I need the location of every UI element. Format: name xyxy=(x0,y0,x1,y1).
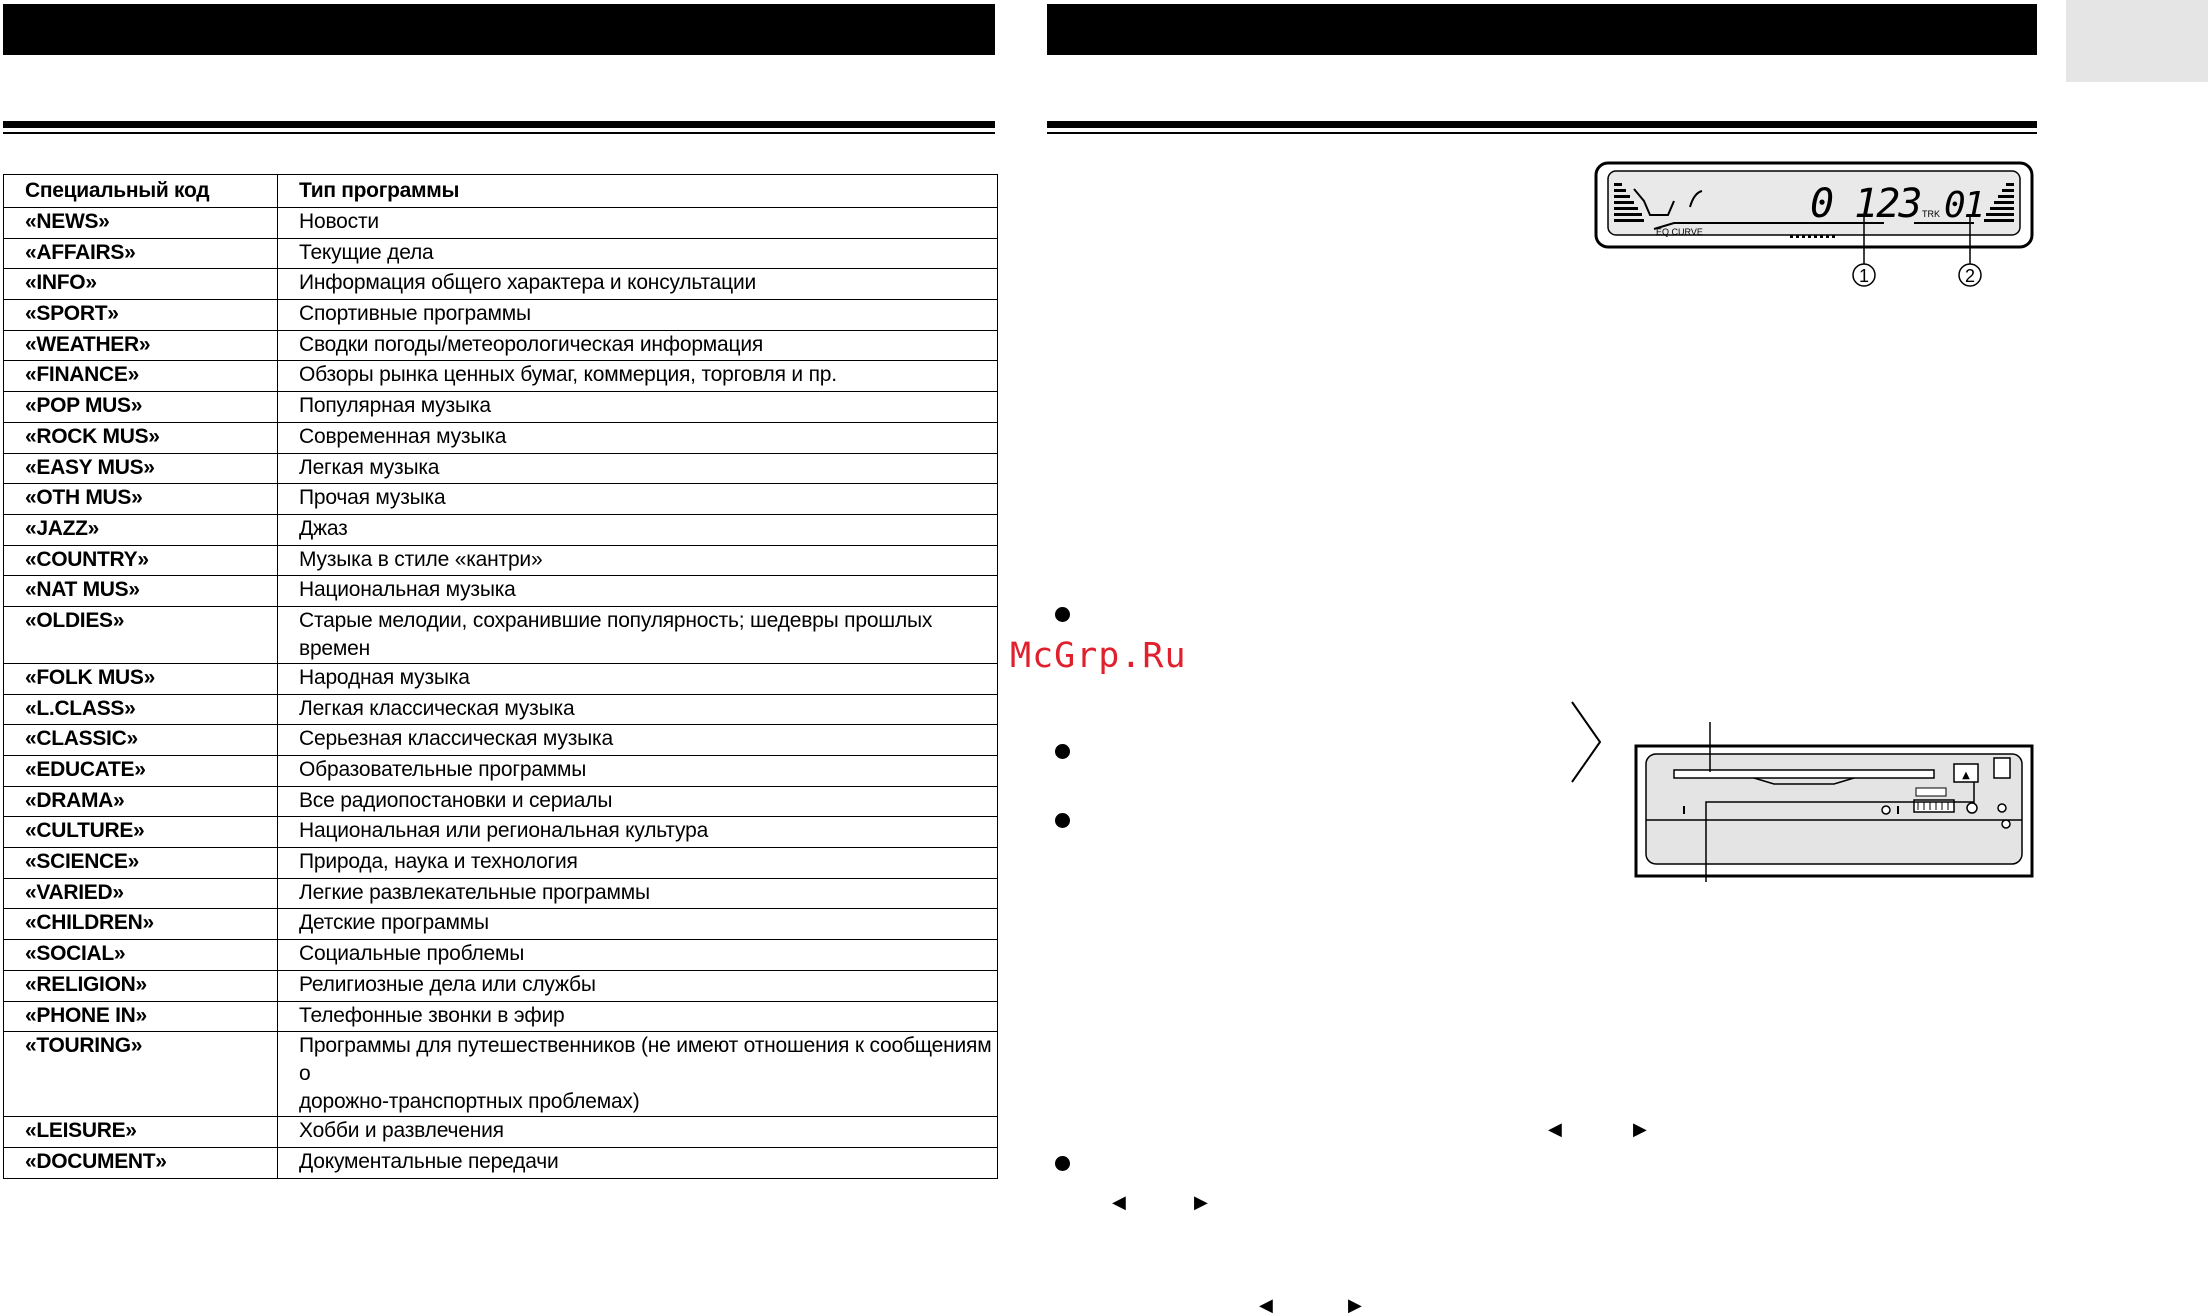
table-row xyxy=(4,392,998,423)
bullet-2 xyxy=(1055,744,1070,759)
pty-type-line: дорожно-транспортных проблемах) xyxy=(299,1090,640,1114)
pty-code: «EASY MUS» xyxy=(4,453,278,484)
table-row xyxy=(4,484,998,515)
pty-type: Прочая музыка xyxy=(278,484,998,515)
right-arrow-icon: ▶ xyxy=(1194,1192,1208,1212)
pty-type-line: Программы для путешественников (не имеют отношения к сообщениям о xyxy=(299,1034,992,1086)
pty-code: «EDUCATE» xyxy=(4,756,278,787)
pty-code: «FINANCE» xyxy=(4,361,278,392)
pty-code: «L.CLASS» xyxy=(4,694,278,725)
pty-type: Легкие развлекательные программы xyxy=(278,878,998,909)
pty-type: Легкая музыка xyxy=(278,453,998,484)
pty-type: Современная музыка xyxy=(278,422,998,453)
pty-type: Серьезная классическая музыка xyxy=(278,725,998,756)
pty-code: «LEISURE» xyxy=(4,1117,278,1148)
pty-code: «VARIED» xyxy=(4,878,278,909)
pty-code: «COUNTRY» xyxy=(4,545,278,576)
table-row xyxy=(4,453,998,484)
pty-code: «SCIENCE» xyxy=(4,848,278,879)
bullet-1 xyxy=(1055,607,1070,622)
table-row xyxy=(4,663,998,694)
pty-code: «SOCIAL» xyxy=(4,940,278,971)
head-unit-illustration xyxy=(1634,722,2034,882)
right-header-bar xyxy=(1047,4,2037,55)
pty-type: Народная музыка xyxy=(278,663,998,694)
side-tab xyxy=(2066,0,2208,82)
eject-icon: ▲ xyxy=(1962,770,1970,781)
pty-code: «NEWS» xyxy=(4,208,278,239)
pty-type: Информация общего характера и консультации xyxy=(278,269,998,300)
pty-code-table xyxy=(3,174,998,1179)
pty-type: Природа, наука и технология xyxy=(278,848,998,879)
callout-1-number: 1 xyxy=(1858,266,1870,286)
table-row xyxy=(4,725,998,756)
table-row xyxy=(4,269,998,300)
pty-code: «FOLK MUS» xyxy=(4,663,278,694)
pty-type: Хобби и развлечения xyxy=(278,1117,998,1148)
table-row xyxy=(4,238,998,269)
bullet-4 xyxy=(1055,1156,1070,1171)
right-section-rule-thin xyxy=(1047,132,2037,134)
pty-code: «AFFAIRS» xyxy=(4,238,278,269)
pty-code: «SPORT» xyxy=(4,300,278,331)
table-row xyxy=(4,576,998,607)
table-row xyxy=(4,786,998,817)
right-arrow-icon: ▶ xyxy=(1348,1295,1362,1315)
pty-type: Национальная или региональная культура xyxy=(278,817,998,848)
pty-code: «POP MUS» xyxy=(4,392,278,423)
pty-type: Текущие дела xyxy=(278,238,998,269)
left-arrow-icon: ◀ xyxy=(1548,1119,1562,1139)
pty-type: Документальные передачи xyxy=(278,1147,998,1178)
header-type: Тип программы xyxy=(278,175,998,208)
left-section-rule xyxy=(3,121,995,128)
pty-type xyxy=(278,1032,998,1117)
table-row xyxy=(4,606,998,663)
table-row xyxy=(4,694,998,725)
table-row xyxy=(4,361,998,392)
pty-type: Старые мелодии, сохранившие популярность; шедевры прошлых времен xyxy=(278,606,998,663)
pty-type: Новости xyxy=(278,208,998,239)
table-row xyxy=(4,817,998,848)
pty-code: «OTH MUS» xyxy=(4,484,278,515)
table-row xyxy=(4,970,998,1001)
header-code: Специальный код xyxy=(4,175,278,208)
table-row xyxy=(4,300,998,331)
right-section-rule xyxy=(1047,121,2037,128)
table-row xyxy=(4,208,998,239)
pty-code: «DRAMA» xyxy=(4,786,278,817)
left-section-rule-thin xyxy=(3,132,995,134)
pty-code: «DOCUMENT» xyxy=(4,1147,278,1178)
table-row xyxy=(4,878,998,909)
right-arrow-icon: ▶ xyxy=(1633,1119,1647,1139)
pty-code: «NAT MUS» xyxy=(4,576,278,607)
pty-code: «TOURING» xyxy=(4,1032,278,1117)
table-row xyxy=(4,1117,998,1148)
table-row xyxy=(4,1032,998,1117)
pty-type: Образовательные программы xyxy=(278,756,998,787)
table-row xyxy=(4,909,998,940)
table-row xyxy=(4,1001,998,1032)
pty-type: Джаз xyxy=(278,514,998,545)
watermark: McGrp.Ru xyxy=(1010,636,1187,676)
pty-type: Сводки погоды/метеорологическая информация xyxy=(278,330,998,361)
pty-code: «RELIGION» xyxy=(4,970,278,1001)
pty-type: Популярная музыка xyxy=(278,392,998,423)
pty-type: Обзоры рынка ценных бумаг, коммерция, торговля и пр. xyxy=(278,361,998,392)
table-row xyxy=(4,940,998,971)
pty-code: «ROCK MUS» xyxy=(4,422,278,453)
pty-type: Социальные проблемы xyxy=(278,940,998,971)
pty-type: Национальная музыка xyxy=(278,576,998,607)
pty-type: Все радиопостановки и сериалы xyxy=(278,786,998,817)
eq-curve-label: EQ CURVE xyxy=(1656,227,1703,237)
pty-code: «JAZZ» xyxy=(4,514,278,545)
bullet-3 xyxy=(1055,813,1070,828)
disc-slot xyxy=(1674,770,1934,778)
table-row xyxy=(4,848,998,879)
table-row xyxy=(4,422,998,453)
table-row xyxy=(4,1147,998,1178)
pty-type: Спортивные программы xyxy=(278,300,998,331)
left-arrow-icon: ◀ xyxy=(1112,1192,1126,1212)
table-row xyxy=(4,514,998,545)
table-row xyxy=(4,330,998,361)
left-header-bar xyxy=(3,4,995,55)
table-header-row xyxy=(4,175,998,208)
display-track: 01 xyxy=(1944,185,1984,226)
left-arrow-icon: ◀ xyxy=(1259,1295,1273,1315)
pty-type: Детские программы xyxy=(278,909,998,940)
pty-code: «CHILDREN» xyxy=(4,909,278,940)
table-row xyxy=(4,756,998,787)
callout-2-number: 2 xyxy=(1964,266,1976,286)
pty-code: «WEATHER» xyxy=(4,330,278,361)
pty-type: Легкая классическая музыка xyxy=(278,694,998,725)
pty-type: Телефонные звонки в эфир xyxy=(278,1001,998,1032)
table-row xyxy=(4,545,998,576)
display-time: 0 123 xyxy=(1810,181,1921,227)
pty-code: «PHONE IN» xyxy=(4,1001,278,1032)
display-track-label: TRK xyxy=(1922,209,1940,219)
pty-code: «OLDIES» xyxy=(4,606,278,663)
pty-code: «CULTURE» xyxy=(4,817,278,848)
pty-type: Музыка в стиле «кантри» xyxy=(278,545,998,576)
display-illustration xyxy=(1594,161,2036,291)
pty-code: «INFO» xyxy=(4,269,278,300)
pty-code: «CLASSIC» xyxy=(4,725,278,756)
step-chevron-icon xyxy=(1570,700,1604,784)
pty-type: Религиозные дела или службы xyxy=(278,970,998,1001)
